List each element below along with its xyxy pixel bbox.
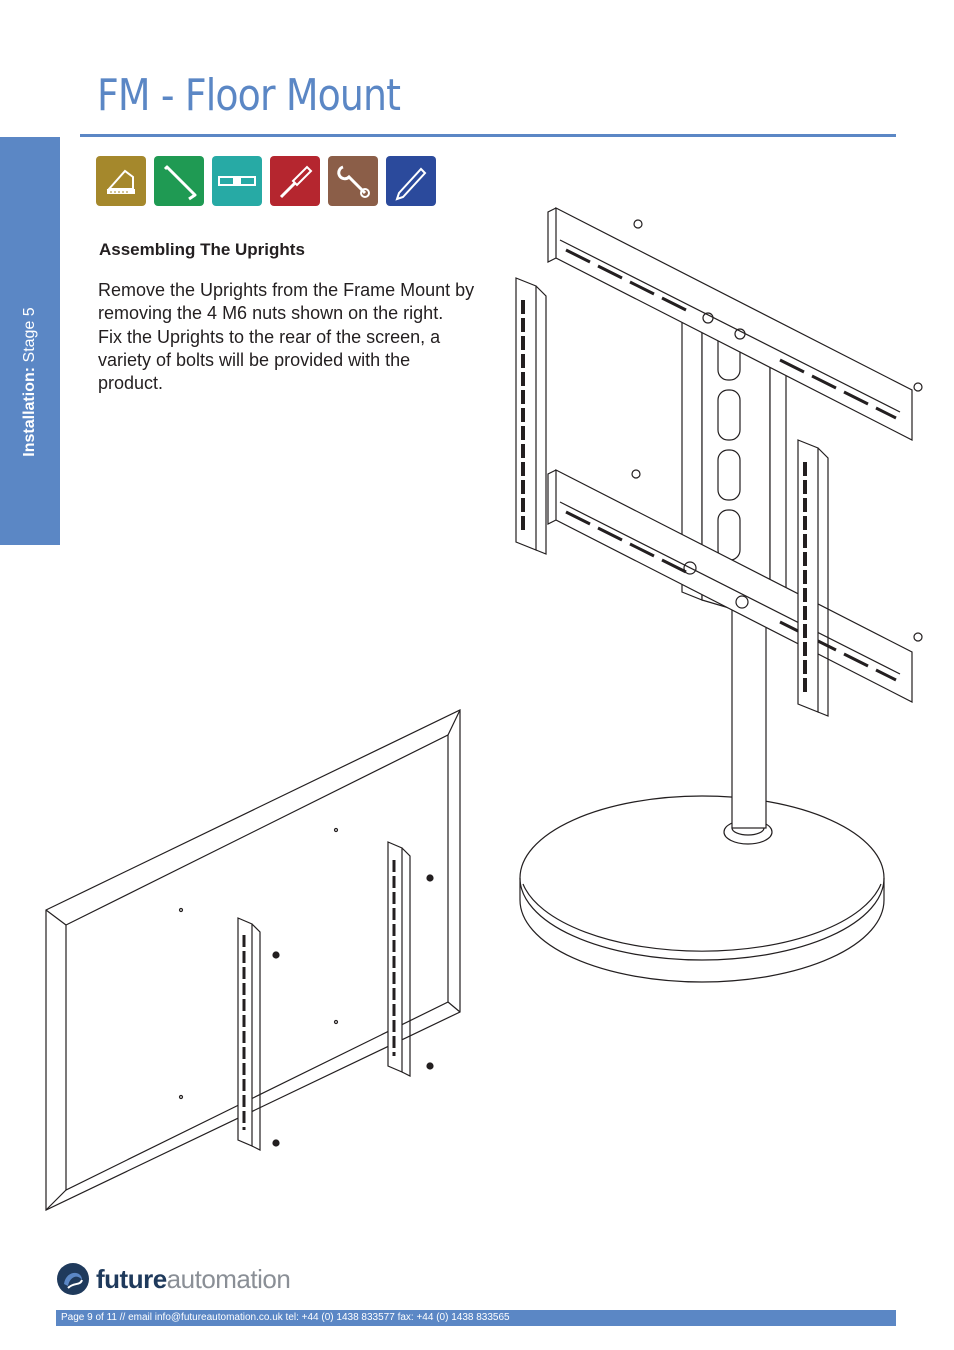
instruction-paragraph: Fix the Uprights to the rear of the screen, a variety of bolts will be provided with the product. xyxy=(98,326,441,394)
instruction-paragraph: Remove the Uprights from the Frame Mount by removing the 4 M6 nuts shown on the right. xyxy=(98,280,475,324)
upright-left xyxy=(516,278,546,554)
upright-right xyxy=(798,440,828,716)
logo-wordmark: futureautomation xyxy=(96,1263,291,1294)
company-logo xyxy=(56,1262,290,1296)
logo-swirl-icon xyxy=(56,1262,90,1296)
side-tab-label: Installation: Stage 5 xyxy=(21,307,38,457)
page-title: FM - Floor Mount xyxy=(97,70,401,121)
stand-base xyxy=(520,796,884,982)
footer-contact-bar: Page 9 of 11 // email info@futureautomation.co.uk tel: +44 (0) 1438 833577 fax: +44 (0) 1438 833565 xyxy=(56,1310,896,1326)
section-heading: Assembling The Uprights xyxy=(99,240,305,259)
stand-pole xyxy=(732,600,766,828)
